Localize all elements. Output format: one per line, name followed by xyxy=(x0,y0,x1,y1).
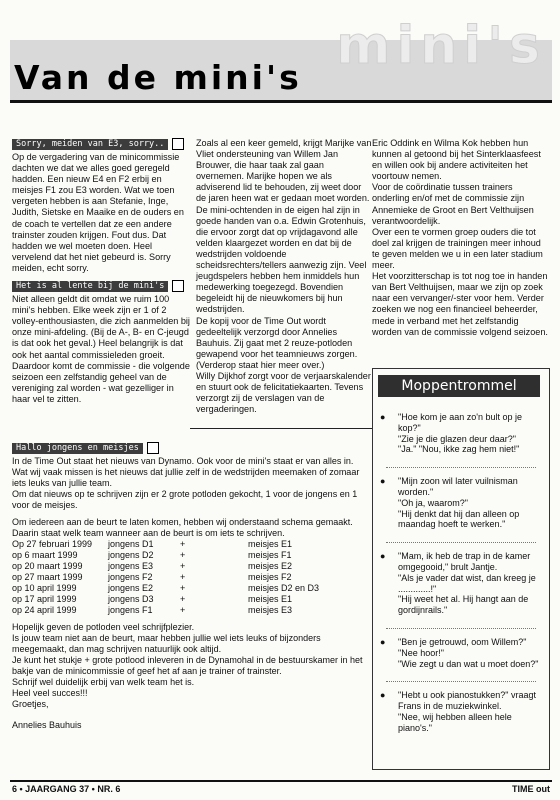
joke xyxy=(380,690,544,733)
section-sorry-body: Op de vergadering van de minicommissie dachten we dat we alles goed geregeld hadden. Een nieuw E4 en F2 erbij en meisjes F1 zou E3 worden. Wat we toen vergeten hebben is aan Stefanie, Inge, Judith, Sietske en Maaike en de ouders en de coach te vertellen dat ze een andere trainster zouden krijgen. Fout dus. Dat hadden we wel moeten doen. Heel vervelend dat het niet gebeurd is. Sorry meiden, echt sorry. xyxy=(12,152,184,273)
joke xyxy=(380,551,544,616)
schedule-cell: jongens D1 xyxy=(108,539,154,549)
section-heading-hallo: Hallo jongens en meisjes xyxy=(12,443,143,454)
joke-line: "Nee, wij hebben alleen hele piano's." xyxy=(398,711,512,733)
schedule-cell: Op 27 februari 1999 xyxy=(12,539,93,549)
column-1 xyxy=(12,138,190,405)
joke-divider xyxy=(386,467,536,468)
bullet-icon: ● xyxy=(380,636,386,647)
joke xyxy=(380,637,544,669)
schedule-row xyxy=(12,539,368,550)
schedule-cell: jongens D3 xyxy=(108,594,154,604)
joke-line: "Ja." "Nou, ikke zag hem niet!" xyxy=(398,444,520,455)
footer-magazine: TIME out xyxy=(512,784,550,794)
section-heading-lente: Het is al lente bij de mini's xyxy=(12,281,168,292)
schedule-cell: + xyxy=(180,572,186,582)
paragraph: Je kunt het stukje + grote potlood inleveren in de Dynamohal in de bestuurskamer in het bakje van de minicommissie of geef het af aan je trainer of trainster. xyxy=(12,655,363,676)
joke-line: "Mam, ik heb de trap in de kamer omgegooid," brult Jantje. xyxy=(398,551,531,572)
paragraph: In de Time Out staat het nieuws van Dynamo. Ook voor de mini's staat er van alles in. Wat wij vaak missen is het nieuws dat jullie zelf in de wedstrijden meemaken of zomaar iets leuks van jullie team. xyxy=(12,456,360,488)
joke-line: "Hij denkt dat hij dan alleen op maandag hoeft te werken." xyxy=(398,508,520,530)
joke-line: "Wie zegt u dan wat u moet doen?" xyxy=(398,658,539,669)
schedule-row xyxy=(12,561,368,572)
schedule-row xyxy=(12,583,368,594)
paragraph: Voor de coördinatie tussen trainers onderling en/of met de commissie zijn Annemieke de Groot en Bert Velthuijsen verantwoordelijk. xyxy=(372,182,534,226)
paragraph: Om iedereen aan de beurt te laten komen, hebben wij onderstaand schema gemaakt. Daarin staat welk team wanneer aan de beurt is om iets te schrijven. xyxy=(12,517,353,538)
schedule-cell: op 17 april 1999 xyxy=(12,594,77,604)
bullet-icon: ● xyxy=(380,476,386,487)
header-watermark: mini's xyxy=(336,16,546,76)
section-heading-sorry: Sorry, meiden van E3, sorry.. xyxy=(12,139,168,150)
schedule-cell: jongens F1 xyxy=(108,605,153,615)
schedule-cell: + xyxy=(180,539,186,549)
footer-issue: 6 • JAARGANG 37 • NR. 6 xyxy=(12,784,121,794)
bullet-icon: ● xyxy=(380,551,386,562)
joke-line: "Nee hoor!" xyxy=(398,647,444,658)
bullet-icon: ● xyxy=(380,412,386,422)
paragraph: Heel veel succes!!! xyxy=(12,688,88,698)
paragraph: De kopij voor de Time Out wordt gedeeltelijk verzorgd door Annelies Bauhuis. Zij gaat met 2 reuze-potloden gewapend voor het teamnieuws zorgen. (Verderop staat hier meer over.) xyxy=(196,315,358,370)
joke-line: "Ben je getrouwd, oom Willem?" xyxy=(398,636,527,647)
schedule-cell: + xyxy=(180,583,186,593)
joke-list xyxy=(380,412,544,746)
heading-box xyxy=(172,138,184,150)
heading-box xyxy=(147,442,159,454)
section-divider xyxy=(190,428,372,429)
section-lente-body: Niet alleen geldt dit omdat we ruim 100 mini's hebben. Elke week zijn er 1 of 2 volley-enthousiasten, die zich aanmelden bij onze mini-afdeling. (Bij de A-, B- en C-jeugd is dat ook het geval.) Heel belangrijk is dat ook het aantal commissieleden groeit. Daardoor komt de commissie - die volgende seizoen een zelfstandig geheel van de vereniging zal worden - wat gezelliger in haar vel te zitten. xyxy=(12,294,190,404)
paragraph: Groetjes, xyxy=(12,699,49,709)
paragraph: Hopelijk geven de potloden veel schrijfplezier. xyxy=(12,622,195,632)
joke-line: "Hij weet het al. Hij hangt aan de gordijnrails." xyxy=(398,594,529,616)
heading-box xyxy=(172,280,184,292)
joke-divider xyxy=(386,542,536,543)
schedule-cell: meisjes F2 xyxy=(248,572,292,582)
schedule-cell: op 6 maart 1999 xyxy=(12,550,78,560)
paragraph: Willy Dijkhof zorgt voor de verjaarskalender en stuurt ook de felicitatiekaarten. Tevens verzorgt zij de verslagen van de vergaderingen. xyxy=(196,370,371,415)
joke xyxy=(380,412,544,455)
paragraph: Schrijf wel duidelijk erbij van welk team het is. xyxy=(12,677,195,687)
schedule-row xyxy=(12,594,368,605)
joke-line: "Hoe kom je aan zo'n bult op je kop?" xyxy=(398,412,522,433)
schedule-cell: op 27 maart 1999 xyxy=(12,572,83,582)
joke-divider xyxy=(386,628,536,629)
paragraph: Zoals al een keer gemeld, krijgt Marijke van Vliet ondersteuning van Willem Jan Brouwer, die haar taak zal gaan overnemen. Marijke hopen we als adviserend lid te behouden, zij weet door de jaren heen wat er gedaan moet worden. xyxy=(196,138,372,204)
schedule-cell: meisjes E1 xyxy=(248,594,293,604)
schedule-cell: meisjes D2 en D3 xyxy=(248,583,320,593)
paragraph: De mini-ochtenden in de eigen hal zijn in goede handen van o.a. Edwin Grotenhuis, die ervoor zorgt dat op vrijdagavond alle velden klaargezet worden en dat bij de wedstrijden voldoende scheidsrechters/tellers aanwezig zijn. Veel jeugdspelers hebben hem inmiddels hun medewerking toegezegd. Bovendien begeleidt hij de nieuwkomers bij hun wedstrijden. xyxy=(196,204,367,315)
column-3 xyxy=(372,138,548,338)
page-title: Van de mini's xyxy=(14,58,302,97)
joke-line: "Mijn zoon wil later vuilnisman worden." xyxy=(398,476,518,497)
signature: Annelies Bauhuis xyxy=(12,720,82,730)
schedule-cell: jongens E3 xyxy=(108,561,154,571)
paragraph: Om dat nieuws op te schrijven zijn er 2 grote potloden gekocht, 1 voor de jongens en 1 voor de meisjes. xyxy=(12,489,358,510)
joke-divider xyxy=(386,681,536,682)
paragraph: Is jouw team niet aan de beurt, maar hebben jullie wel iets leuks of bijzonders meegemaakt, dan mag schrijven natuurlijk ook altijd. xyxy=(12,633,321,654)
schedule-cell: meisjes F1 xyxy=(248,550,292,560)
schedule-row xyxy=(12,605,368,616)
schedule-table xyxy=(12,539,368,616)
header-rule xyxy=(10,100,552,103)
schedule-cell: meisjes E2 xyxy=(248,561,293,571)
bullet-icon: ● xyxy=(380,690,386,701)
schedule-cell: + xyxy=(180,550,186,560)
paragraph: Eric Oddink en Wilma Kok hebben hun kunnen al getoond bij het Sinterklaasfeest en willen ook bij andere activiteiten het voortouw nemen. xyxy=(372,138,541,182)
paragraph: Over een te vormen groep ouders die tot doel zal krijgen de trainingen meer inhoud te geven melden we u in een later stadium meer. xyxy=(372,226,543,271)
schedule-cell: meisjes E3 xyxy=(248,605,293,615)
joke xyxy=(380,476,544,530)
footer-rule xyxy=(10,780,552,782)
schedule-cell: + xyxy=(180,561,186,571)
paragraph: Het voorzitterschap is tot nog toe in handen van Bert Velthuijsen, maar we zijn op zoek naar een vervanger/-ster voor hem. Verder zoeken we nog een financieel beheerder, mede in verband met het zelfstandig worden van de commissie volgend seizoen. xyxy=(372,271,548,337)
joke-line: "Zie je die glazen deur daar?" xyxy=(398,433,516,444)
schedule-cell: + xyxy=(180,594,186,604)
schedule-cell: jongens D2 xyxy=(108,550,154,560)
schedule-cell: + xyxy=(180,605,186,615)
joke-line: "Oh ja, waarom?" xyxy=(398,497,468,508)
schedule-cell: op 24 april 1999 xyxy=(12,605,77,615)
schedule-row xyxy=(12,550,368,561)
schedule-row xyxy=(12,572,368,583)
joke-line: "Hebt u ook pianostukken?" vraagt Frans in de muziekwinkel. xyxy=(398,690,536,712)
schedule-cell: jongens E2 xyxy=(108,583,154,593)
schedule-cell: op 10 april 1999 xyxy=(12,583,77,593)
joke-line: "Als je vader dat wist, dan kreeg je .............!" xyxy=(398,572,536,594)
schedule-cell: meisjes E1 xyxy=(248,539,293,549)
schedule-cell: jongens F2 xyxy=(108,572,153,582)
column-2 xyxy=(196,138,372,415)
schedule-cell: op 20 maart 1999 xyxy=(12,561,83,571)
moppentrommel-title: Moppentrommel xyxy=(378,375,540,397)
section-hallo xyxy=(12,442,368,731)
